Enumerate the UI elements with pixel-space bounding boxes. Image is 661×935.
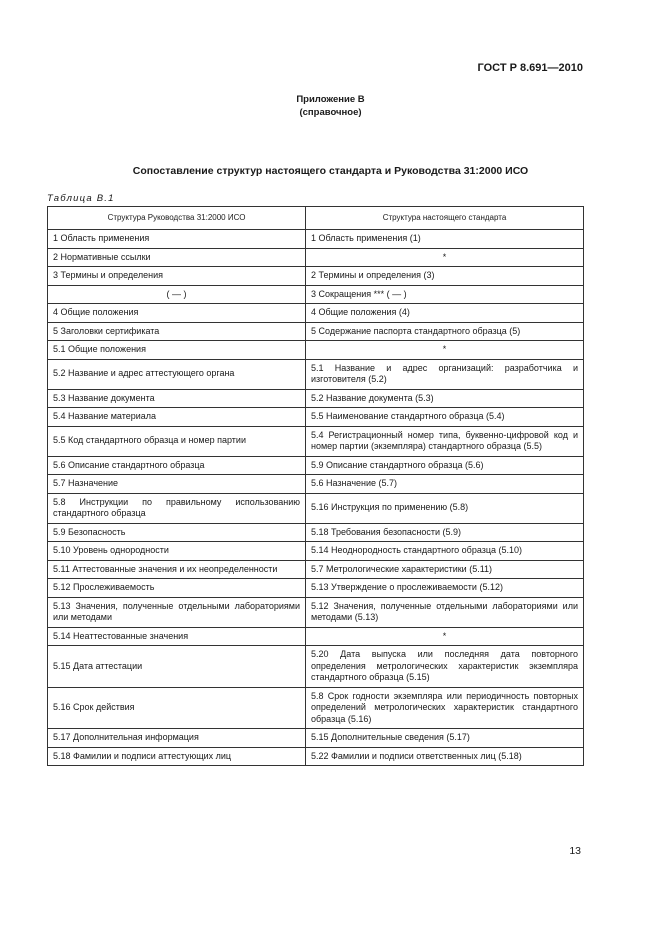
cell-this-standard: *: [306, 248, 584, 267]
table-row: [48, 456, 584, 475]
table-row: [48, 359, 584, 389]
table-row: [48, 285, 584, 304]
comparison-table: [47, 206, 584, 766]
table-row: [48, 560, 584, 579]
cell-this-standard: 5.8 Срок годности экземпляра или периодичность повторных определений метрологических характеристик стандартного образца (5.16): [306, 687, 584, 729]
cell-this-standard: 5.6 Назначение (5.7): [306, 475, 584, 494]
cell-iso-guide: ( — ): [48, 285, 306, 304]
cell-this-standard: 4 Общие положения (4): [306, 304, 584, 323]
cell-this-standard: 5.2 Название документа (5.3): [306, 389, 584, 408]
cell-this-standard: 5.1 Название и адрес организаций: разработчика и изготовителя (5.2): [306, 359, 584, 389]
table-row: [48, 304, 584, 323]
cell-this-standard: *: [306, 341, 584, 360]
table-row: [48, 627, 584, 646]
cell-iso-guide: 5.14 Неаттестованные значения: [48, 627, 306, 646]
table-row: [48, 267, 584, 286]
cell-iso-guide: 5.6 Описание стандартного образца: [48, 456, 306, 475]
column-header-this-standard: Структура настоящего стандарта: [306, 207, 584, 230]
cell-iso-guide: 5.7 Назначение: [48, 475, 306, 494]
cell-iso-guide: 3 Термины и определения: [48, 267, 306, 286]
table-row: [48, 542, 584, 561]
table-row: [48, 523, 584, 542]
table-row: [48, 747, 584, 766]
cell-this-standard: 1 Область применения (1): [306, 230, 584, 249]
cell-this-standard: 5.14 Неоднородность стандартного образца (5.10): [306, 542, 584, 561]
column-header-iso-guide: Структура Руководства 31:2000 ИСО: [48, 207, 306, 230]
cell-this-standard: 5.20 Дата выпуска или последняя дата повторного определения метрологических характеристик экземпляра стандартного образца (5.15): [306, 646, 584, 688]
cell-iso-guide: 5.4 Название материала: [48, 408, 306, 427]
table-row: [48, 729, 584, 748]
cell-this-standard: 5.12 Значения, полученные отдельными лабораториями или методами (5.13): [306, 597, 584, 627]
cell-this-standard: 5.9 Описание стандартного образца (5.6): [306, 456, 584, 475]
table-label: Таблица В.1: [47, 193, 115, 204]
cell-iso-guide: 5.3 Название документа: [48, 389, 306, 408]
cell-iso-guide: 5.2 Название и адрес аттестующего органа: [48, 359, 306, 389]
table-body: [48, 230, 584, 766]
appendix-heading: [0, 93, 661, 119]
cell-iso-guide: 1 Область применения: [48, 230, 306, 249]
cell-iso-guide: 5.10 Уровень однородности: [48, 542, 306, 561]
cell-this-standard: 5.22 Фамилии и подписи ответственных лиц (5.18): [306, 747, 584, 766]
table-header-row: [48, 207, 584, 230]
cell-this-standard: 5.15 Дополнительные сведения (5.17): [306, 729, 584, 748]
table-row: [48, 475, 584, 494]
table-row: [48, 579, 584, 598]
cell-this-standard: *: [306, 627, 584, 646]
cell-this-standard: 2 Термины и определения (3): [306, 267, 584, 286]
cell-iso-guide: 2 Нормативные ссылки: [48, 248, 306, 267]
cell-this-standard: 5.4 Регистрационный номер типа, буквенно-цифровой код и номер партии (экземпляра) стандартного образца (5.5): [306, 426, 584, 456]
table-row: [48, 341, 584, 360]
cell-this-standard: 5.18 Требования безопасности (5.9): [306, 523, 584, 542]
table-row: [48, 426, 584, 456]
cell-iso-guide: 5 Заголовки сертификата: [48, 322, 306, 341]
cell-iso-guide: 5.16 Срок действия: [48, 687, 306, 729]
cell-this-standard: 5.16 Инструкция по применению (5.8): [306, 493, 584, 523]
table-row: [48, 493, 584, 523]
table-row: [48, 389, 584, 408]
cell-iso-guide: 5.13 Значения, полученные отдельными лабораториями или методами: [48, 597, 306, 627]
cell-iso-guide: 5.18 Фамилии и подписи аттестующих лиц: [48, 747, 306, 766]
cell-iso-guide: 5.15 Дата аттестации: [48, 646, 306, 688]
cell-this-standard: 5.5 Наименование стандартного образца (5.4): [306, 408, 584, 427]
table-row: [48, 597, 584, 627]
cell-iso-guide: 5.1 Общие положения: [48, 341, 306, 360]
appendix-title: Приложение В: [296, 94, 365, 105]
standard-code: ГОСТ Р 8.691—2010: [477, 62, 583, 74]
table-row: [48, 322, 584, 341]
cell-iso-guide: 5.11 Аттестованные значения и их неопределенности: [48, 560, 306, 579]
cell-this-standard: 5 Содержание паспорта стандартного образца (5): [306, 322, 584, 341]
table-row: [48, 687, 584, 729]
table-row: [48, 230, 584, 249]
cell-iso-guide: 5.17 Дополнительная информация: [48, 729, 306, 748]
appendix-subtitle: (справочное): [299, 107, 362, 118]
table-row: [48, 408, 584, 427]
cell-iso-guide: 5.12 Прослеживаемость: [48, 579, 306, 598]
cell-iso-guide: 5.5 Код стандартного образца и номер партии: [48, 426, 306, 456]
document-title: Сопоставление структур настоящего стандарта и Руководства 31:2000 ИСО: [132, 165, 529, 177]
cell-this-standard: 3 Сокращения *** ( — ): [306, 285, 584, 304]
table-row: [48, 646, 584, 688]
cell-iso-guide: 4 Общие положения: [48, 304, 306, 323]
table-row: [48, 248, 584, 267]
cell-iso-guide: 5.9 Безопасность: [48, 523, 306, 542]
cell-iso-guide: 5.8 Инструкции по правильному использованию стандартного образца: [48, 493, 306, 523]
cell-this-standard: 5.13 Утверждение о прослеживаемости (5.12): [306, 579, 584, 598]
cell-this-standard: 5.7 Метрологические характеристики (5.11): [306, 560, 584, 579]
page-number: 13: [569, 845, 581, 857]
